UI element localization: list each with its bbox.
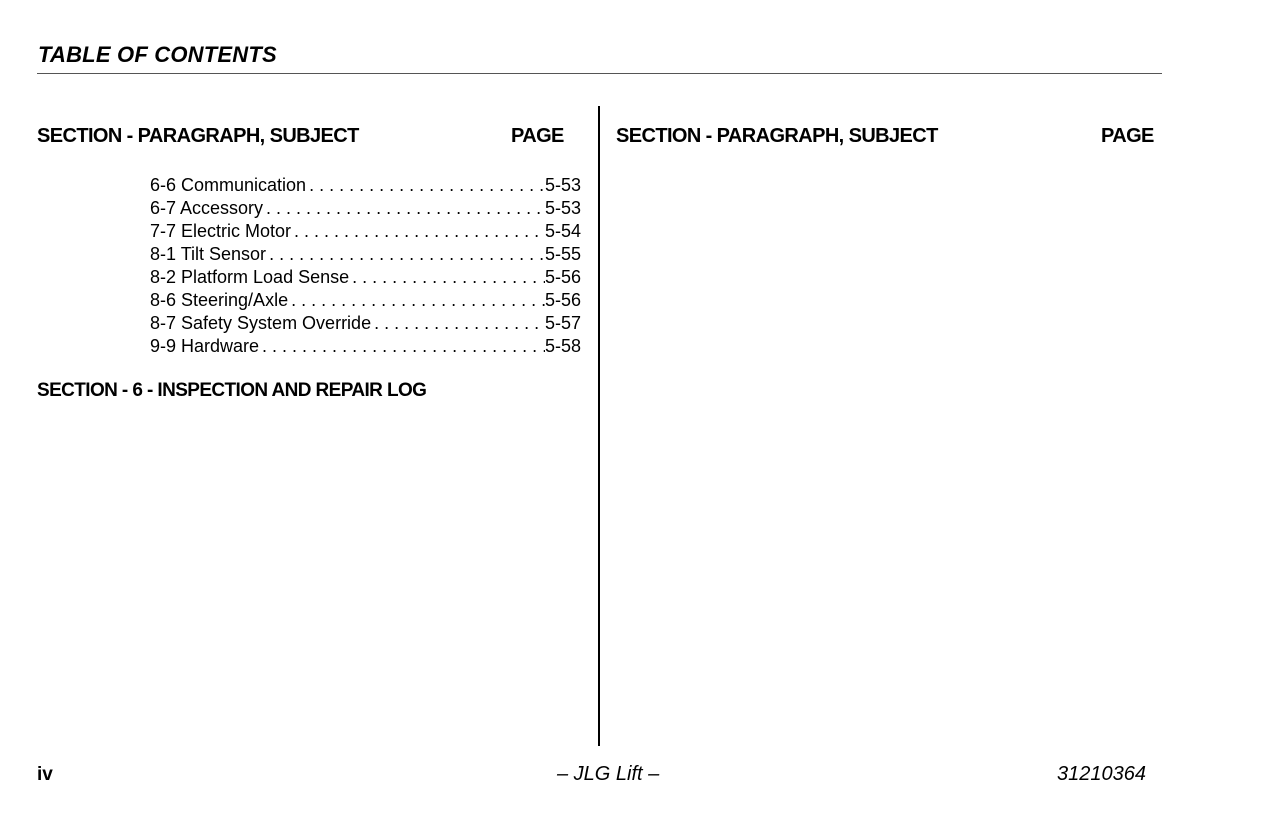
footer-document-number: 31210364 xyxy=(1057,763,1146,785)
toc-entry-leader xyxy=(263,197,545,220)
toc-entry-page: 5-53 xyxy=(544,198,581,218)
toc-entry-label: 8-6 Steering/Axle xyxy=(150,290,289,310)
toc-entry-page: 5-54 xyxy=(544,221,581,241)
column-divider xyxy=(598,106,600,746)
toc-entry-label: 7-7 Electric Motor xyxy=(150,221,292,241)
section-heading-inspection-repair-log[interactable]: SECTION - 6 - INSPECTION AND REPAIR LOG xyxy=(37,380,427,401)
toc-entry-label: 8-1 Tilt Sensor xyxy=(150,244,267,264)
toc-entry-label: 6-7 Accessory xyxy=(150,198,264,218)
toc-entry-page: 5-53 xyxy=(544,175,581,195)
toc-entry[interactable] xyxy=(150,335,581,358)
toc-entry-page: 5-56 xyxy=(544,267,581,287)
toc-entry-leader xyxy=(371,312,545,335)
footer-page-number: iv xyxy=(37,764,53,785)
toc-entry[interactable] xyxy=(150,312,581,335)
footer-center-title: – JLG Lift – xyxy=(557,763,660,785)
right-column-page-heading: PAGE xyxy=(1101,125,1154,147)
toc-entry-page: 5-57 xyxy=(544,313,581,333)
toc-entry-leader xyxy=(259,335,545,358)
toc-entry[interactable] xyxy=(150,174,581,197)
page-title: TABLE OF CONTENTS xyxy=(38,42,277,67)
toc-entry[interactable] xyxy=(150,266,581,289)
toc-entry-leader xyxy=(288,289,545,312)
toc-entry-leader xyxy=(349,266,545,289)
toc-entry-label: 6-6 Communication xyxy=(150,175,307,195)
right-column-subject-heading: SECTION - PARAGRAPH, SUBJECT xyxy=(616,125,938,147)
toc-entry-leader xyxy=(306,174,545,197)
toc-entry[interactable] xyxy=(150,197,581,220)
toc-entry-page: 5-56 xyxy=(544,290,581,310)
toc-entry[interactable] xyxy=(150,220,581,243)
toc-entry[interactable] xyxy=(150,289,581,312)
toc-entry-page: 5-55 xyxy=(544,244,581,264)
left-column-page-heading: PAGE xyxy=(511,125,564,147)
toc-entry-leader xyxy=(291,220,545,243)
toc-entry-label: 8-2 Platform Load Sense xyxy=(150,267,350,287)
toc-entry-label: 9-9 Hardware xyxy=(150,336,260,356)
toc-entry[interactable] xyxy=(150,243,581,266)
toc-entry-page: 5-58 xyxy=(544,336,581,356)
header-rule xyxy=(37,73,1162,74)
toc-entry-list xyxy=(150,174,581,358)
toc-entry-leader xyxy=(266,243,545,266)
toc-entry-label: 8-7 Safety System Override xyxy=(150,313,372,333)
left-column-subject-heading: SECTION - PARAGRAPH, SUBJECT xyxy=(37,125,359,147)
